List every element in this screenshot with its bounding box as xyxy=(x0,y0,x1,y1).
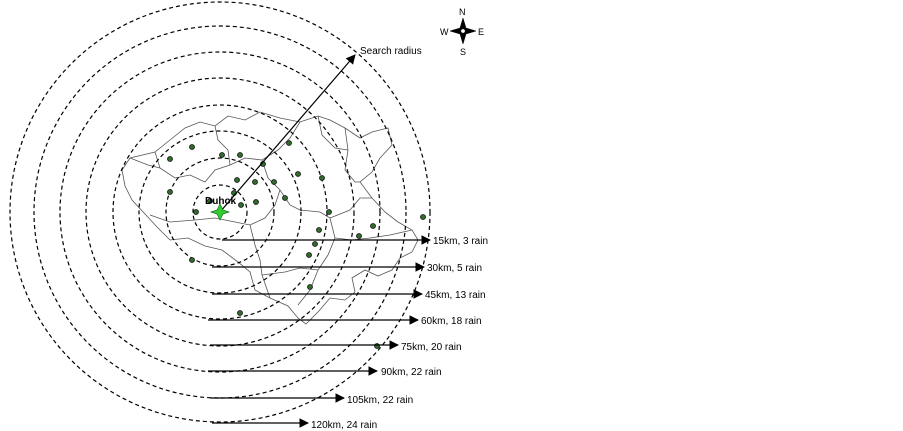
compass-n: N xyxy=(459,7,466,17)
compass-e: E xyxy=(478,27,485,37)
center-label: Duhok xyxy=(205,196,237,207)
compass-rose xyxy=(440,7,484,57)
district-border-10 xyxy=(250,225,270,298)
rain-station xyxy=(371,224,376,229)
rain-station xyxy=(168,190,173,195)
rain-station xyxy=(421,215,426,220)
rain-station xyxy=(317,228,322,233)
rain-station xyxy=(190,258,195,263)
rain-station xyxy=(220,153,225,158)
rain-station xyxy=(357,234,362,239)
rain-station xyxy=(327,210,332,215)
rain-station xyxy=(239,203,244,208)
ring-label-45km: 45km, 13 rain xyxy=(425,290,486,301)
ring-label-120km: 120km, 24 rain xyxy=(311,420,378,431)
district-border-8 xyxy=(335,230,412,240)
rain-station xyxy=(287,141,292,146)
rain-station xyxy=(190,145,195,150)
rain-stations xyxy=(168,141,426,349)
rain-station xyxy=(194,210,199,215)
district-border-11 xyxy=(318,116,348,150)
rain-station xyxy=(307,253,312,258)
ring-label-60km: 60km, 18 rain xyxy=(421,316,482,327)
rain-station xyxy=(375,344,380,349)
rain-station xyxy=(238,153,243,158)
rain-station xyxy=(238,311,243,316)
rain-station xyxy=(308,285,313,290)
rain-station xyxy=(235,178,240,183)
ring-label-15km: 15km, 3 rain xyxy=(433,236,489,247)
district-border-4 xyxy=(262,160,330,218)
rain-station xyxy=(254,200,259,205)
rain-station xyxy=(296,172,301,177)
compass-s: S xyxy=(460,47,467,57)
ring-label-arrows xyxy=(208,236,488,431)
center-marker xyxy=(205,196,237,220)
rain-station xyxy=(313,242,318,247)
district-border-2 xyxy=(130,158,160,168)
ring-label-105km: 105km, 22 rain xyxy=(347,395,414,406)
ring-label-75km: 75km, 20 rain xyxy=(401,342,462,353)
rain-station xyxy=(253,180,258,185)
compass-w: W xyxy=(440,27,449,37)
ring-label-30km: 30km, 5 rain xyxy=(427,263,483,274)
rain-station xyxy=(283,196,288,201)
search-radius-label: Search radius xyxy=(360,46,422,57)
district-border-12 xyxy=(262,268,318,275)
district-border-7 xyxy=(330,198,372,218)
rain-station xyxy=(272,180,277,185)
compass-center xyxy=(461,29,465,33)
rain-station xyxy=(320,176,325,181)
ring-label-90km: 90km, 22 rain xyxy=(381,367,442,378)
rain-station xyxy=(168,157,173,162)
